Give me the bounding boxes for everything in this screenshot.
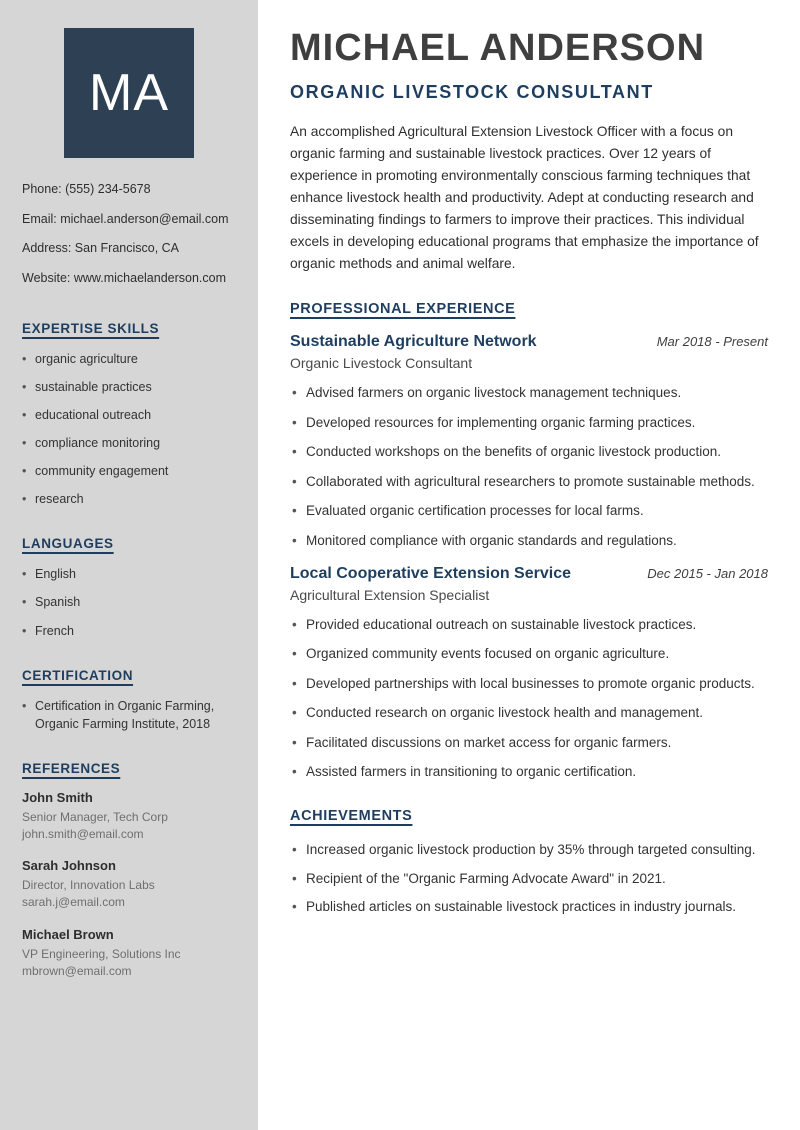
contact-email: Email: michael.anderson@email.com [22, 211, 229, 226]
job-role: Organic Livestock Consultant [290, 355, 473, 372]
monogram-avatar [64, 28, 194, 158]
certification-item: • Certification in Organic Farming, Organic Farming Institute, 2018 [22, 697, 236, 733]
job-bullet: • Assisted farmers in transitioning to organic certification. [290, 762, 768, 782]
reference-email: mbrown@email.com [22, 963, 132, 978]
skill-item: • community engagement [22, 462, 236, 480]
skills-heading: EXPERTISE SKILLS [22, 320, 160, 336]
achievements-list [290, 840, 768, 917]
skill-item: • sustainable practices [22, 378, 236, 396]
language-item: • English [22, 565, 236, 583]
contact-address: Address: San Francisco, CA [22, 241, 180, 256]
job-header [290, 333, 768, 351]
language-item: • Spanish [22, 593, 236, 611]
reference-card [22, 790, 236, 843]
job-bullet: • Facilitated discussions on market access for organic farmers. [290, 733, 768, 753]
certification-section [22, 668, 236, 733]
certification-heading: CERTIFICATION [22, 667, 134, 683]
skill-item: • compliance monitoring [22, 434, 236, 452]
reference-title: Senior Manager, Tech Corp [22, 809, 168, 824]
language-item: • French [22, 622, 236, 640]
experience-entry [290, 333, 768, 550]
summary-paragraph: An accomplished Agricultural Extension Livestock Officer with a focus on organic farming and sustainable livestock practices. Over 12 years of experience in promoting environmentally conscious farming techniques that enhance livestock health and productivity. Adept at conducting research and disseminating findings to farmers to improve their practices. This individual excels in developing educational programs that emphasize the importance of organic methods and animal welfare. [290, 123, 759, 272]
skill-item: • educational outreach [22, 406, 236, 424]
reference-title: VP Engineering, Solutions Inc [22, 947, 181, 962]
job-dates: Mar 2018 - Present [656, 334, 768, 350]
skills-section [22, 321, 236, 509]
job-bullet: • Evaluated organic certification processes for local farms. [290, 501, 768, 521]
job-bullet: • Developed partnerships with local businesses to promote organic products. [290, 674, 768, 694]
company-name: Sustainable Agriculture Network [290, 333, 537, 351]
contact-section [22, 182, 236, 287]
job-bullet: • Provided educational outreach on sustainable livestock practices. [290, 615, 768, 635]
achievement-item: • Recipient of the "Organic Farming Advocate Award" in 2021. [290, 869, 768, 889]
reference-email: sarah.j@email.com [22, 895, 125, 910]
reference-email: john.smith@email.com [22, 826, 144, 841]
job-bullet: • Developed resources for implementing organic farming practices. [290, 413, 768, 433]
reference-card [22, 927, 236, 980]
company-name: Local Cooperative Extension Service [290, 564, 571, 582]
skill-item: • organic agriculture [22, 350, 236, 368]
job-bullet: • Monitored compliance with organic standards and regulations. [290, 531, 768, 551]
experience-heading: PROFESSIONAL EXPERIENCE [290, 301, 516, 318]
reference-card [22, 858, 236, 911]
certification-list [22, 697, 236, 733]
languages-heading: LANGUAGES [22, 536, 114, 552]
job-bullet: • Organized community events focused on organic agriculture. [290, 644, 768, 664]
reference-name: Sarah Johnson [22, 858, 116, 874]
job-bullet: • Conducted workshops on the benefits of organic livestock production. [290, 442, 768, 462]
page-title: MICHAEL ANDERSON [290, 27, 706, 69]
languages-list [22, 565, 236, 639]
sidebar [0, 0, 258, 1130]
job-bullet-list [290, 383, 768, 550]
main-content [258, 0, 800, 1130]
job-bullet: • Collaborated with agricultural researchers to promote sustainable methods. [290, 472, 768, 492]
job-bullet-list [290, 615, 768, 782]
job-header [290, 565, 768, 583]
skills-list [22, 350, 236, 509]
job-bullet: • Advised farmers on organic livestock management techniques. [290, 383, 768, 403]
contact-phone: Phone: (555) 234-5678 [22, 182, 151, 196]
reference-name: Michael Brown [22, 927, 114, 943]
contact-website: Website: www.michaelanderson.com [22, 270, 227, 285]
job-dates: Dec 2015 - Jan 2018 [647, 565, 768, 581]
monogram-text: MA [89, 64, 169, 122]
achievement-item: • Published articles on sustainable livestock practices in industry journals. [290, 897, 768, 917]
job-role: Agricultural Extension Specialist [290, 586, 490, 603]
experience-entry [290, 565, 768, 782]
reference-name: John Smith [22, 789, 93, 805]
skill-item: • research [22, 490, 236, 508]
reference-title: Director, Innovation Labs [22, 878, 155, 893]
achievements-heading: ACHIEVEMENTS [290, 807, 413, 824]
references-section [22, 761, 236, 980]
achievements-section [290, 808, 768, 917]
references-heading: REFERENCES [22, 760, 121, 776]
job-bullet: • Conducted research on organic livestock health and management. [290, 703, 768, 723]
languages-section [22, 536, 236, 639]
job-title-subtitle: ORGANIC LIVESTOCK CONSULTANT [290, 81, 654, 102]
achievement-item: • Increased organic livestock production by 35% through targeted consulting. [290, 840, 768, 860]
